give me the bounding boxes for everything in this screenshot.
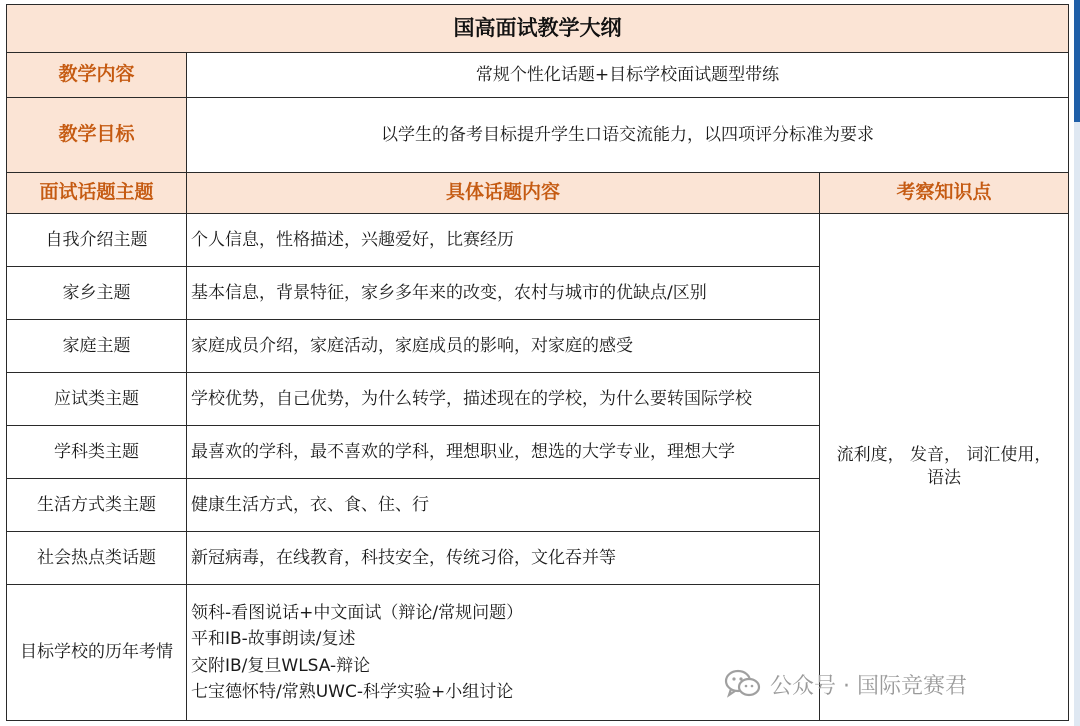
row-content: 家庭成员介绍，家庭活动，家庭成员的影响，对家庭的感受: [187, 320, 820, 373]
row-content: 健康生活方式，衣、食、住、行: [187, 479, 820, 532]
row-content: 新冠病毒，在线教育，科技安全，传统习俗，文化吞并等: [187, 532, 820, 585]
row-content: 基本信息，背景特征，家乡多年来的改变，农村与城市的优缺点/区别: [187, 267, 820, 320]
right-edge-shadow: [1074, 122, 1080, 726]
watermark-text: 公众号 · 国际竞赛君: [770, 673, 967, 699]
row-topic: 目标学校的历年考情: [7, 585, 187, 721]
exam-line: 交附IB/复旦WLSA-辩论: [191, 655, 371, 676]
right-edge-accent: [1074, 0, 1080, 122]
row-content: 最喜欢的学科，最不喜欢的学科，理想职业，想选的大学专业，理想大学: [187, 426, 820, 479]
header-content: 具体话题内容: [187, 173, 820, 214]
row-content: 学校优势，自己优势，为什么转学，描述现在的学校，为什么要转国际学校: [187, 373, 820, 426]
teaching-content-label: 教学内容: [7, 53, 187, 98]
wechat-icon: [724, 668, 762, 700]
teaching-goal-label: 教学目标: [7, 98, 187, 173]
exam-line: 平和IB-故事朗读/复述: [191, 629, 356, 650]
header-points: 考察知识点: [820, 173, 1069, 214]
title-row: [7, 5, 1069, 53]
row-topic: 学科类主题: [7, 426, 187, 479]
row-topic: 家乡主题: [7, 267, 187, 320]
header-topic: 面试话题主题: [7, 173, 187, 214]
watermark: [724, 664, 967, 704]
knowledge-points: 流利度， 发音， 词汇使用， 语法: [820, 214, 1069, 721]
row-topic: 生活方式类主题: [7, 479, 187, 532]
teaching-goal-row: [7, 98, 1069, 173]
teaching-goal-value: 以学生的备考目标提升学生口语交流能力，以四项评分标准为要求: [187, 98, 1069, 173]
row-topic: 社会热点类话题: [7, 532, 187, 585]
row-topic: 应试类主题: [7, 373, 187, 426]
teaching-content-value: 常规个性化话题+目标学校面试题型带练: [187, 53, 1069, 98]
exam-line: 七宝德怀特/常熟UWC-科学实验+小组讨论: [191, 681, 514, 702]
row-topic: 自我介绍主题: [7, 214, 187, 267]
column-header-row: [7, 173, 1069, 214]
table-title: 国高面试教学大纲: [7, 5, 1069, 53]
row-topic: 家庭主题: [7, 320, 187, 373]
row-content: 个人信息，性格描述，兴趣爱好，比赛经历: [187, 214, 820, 267]
exam-line: 领科-看图说话+中文面试（辩论/常规问题）: [191, 602, 524, 623]
syllabus-table: [6, 4, 1069, 721]
teaching-content-row: [7, 53, 1069, 98]
table-row: [7, 214, 1069, 267]
